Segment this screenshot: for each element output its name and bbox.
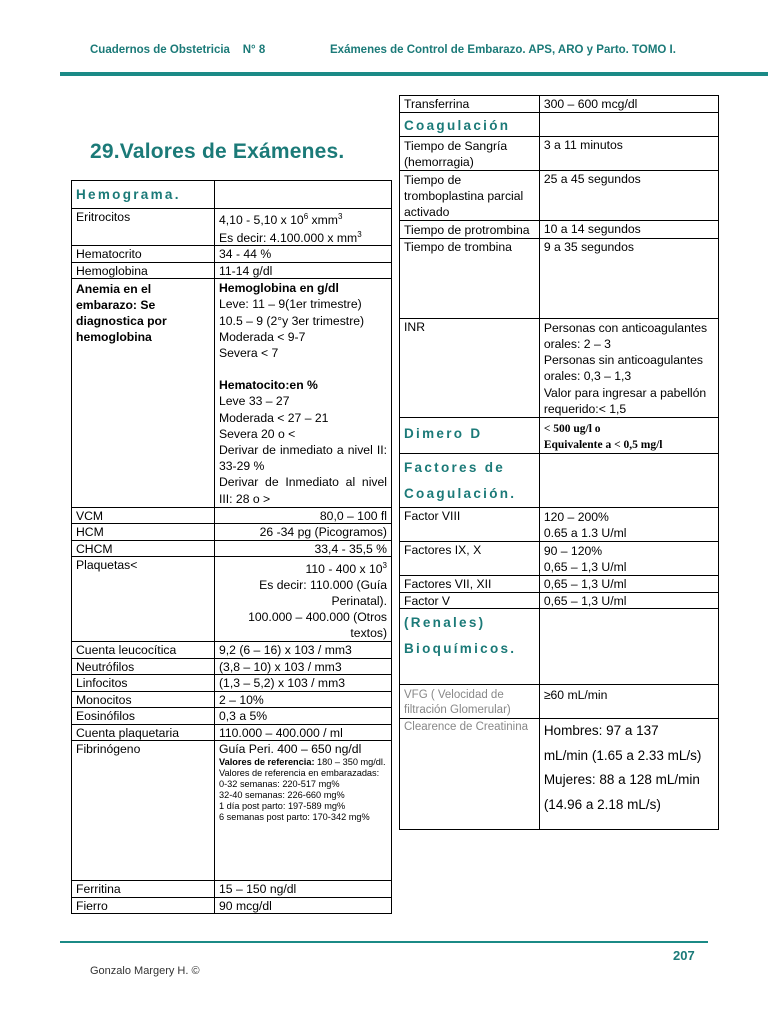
table-row — [72, 262, 392, 279]
row-label: Hemoglobina — [72, 262, 215, 279]
row-label: Factor VIII — [400, 508, 540, 542]
row-value: 110.000 – 400.000 / ml — [215, 724, 392, 741]
row-value: 90 – 120% 0,65 – 1,3 U/ml — [539, 542, 718, 576]
row-label: Linfocitos — [72, 675, 215, 692]
row-value: (1,3 – 5,2) x 103 / mm3 — [215, 675, 392, 692]
table-row — [72, 209, 392, 246]
row-value: 80,0 – 100 fl — [215, 507, 392, 524]
row-value: 110 - 400 x $10^3$ Es decir: 110.000 (Guía Perinatal). 100.000 – 400.000 (Otros textos) — [215, 557, 392, 642]
row-value: 3 a 11 minutos — [539, 136, 718, 170]
table-row — [400, 508, 719, 542]
row-label: Neutrófilos — [72, 658, 215, 675]
row-value: (3,8 – 10) x 103 / mm3 — [215, 658, 392, 675]
row-value: 2 – 10% — [215, 691, 392, 708]
row-label: Eritrocitos — [72, 209, 215, 246]
table-row — [72, 246, 392, 263]
table-row — [72, 642, 392, 659]
row-label: Hematocrito — [72, 246, 215, 263]
hemograma-table — [71, 180, 392, 914]
row-label: Anemia en el embarazo: Se diagnostica por hemoglobina — [72, 279, 215, 508]
row-label: Tiempo de tromboplastina parcial activado — [400, 170, 540, 220]
table-row — [400, 418, 719, 454]
row-value: Personas con anticoagulantes orales: 2 – 3 Personas sin anticoagulantes orales: 0,3 – 1,3 Valor para ingresar a pabellón requerido:< 1,5 — [539, 318, 718, 418]
row-label: Factor V — [400, 592, 540, 609]
header-left: Cuadernos de Obstetricia N° 8 — [90, 44, 266, 56]
row-label: Tiempo de Sangría (hemorragia) — [400, 136, 540, 170]
table-row — [72, 708, 392, 725]
table-row — [72, 691, 392, 708]
row-label: Factores VII, XII — [400, 576, 540, 593]
table-row — [400, 576, 719, 593]
table-row — [400, 592, 719, 609]
row-value: 26 -34 pg (Picogramos) — [215, 524, 392, 541]
row-value: 34 - 44 % — [215, 246, 392, 263]
row-label: Tiempo de trombina — [400, 238, 540, 318]
row-value: 9,2 (6 – 16) x 103 / mm3 — [215, 642, 392, 659]
row-value: ≥60 mL/min — [539, 685, 718, 719]
row-label: CHCM — [72, 540, 215, 557]
table-row — [72, 724, 392, 741]
row-value: 120 – 200% 0.65 a 1.3 U/ml — [539, 508, 718, 542]
row-value: 11-14 g/dl — [215, 262, 392, 279]
table-row — [400, 136, 719, 170]
table-row — [72, 897, 392, 914]
header-right: Exámenes de Control de Embarazo. APS, ARO y Parto. TOMO I. — [330, 44, 676, 56]
row-label: Monocitos — [72, 691, 215, 708]
row-label: Fierro — [72, 897, 215, 914]
header-rule — [60, 72, 768, 76]
page-title: 29.Valores de Exámenes. — [90, 140, 345, 163]
row-value: 300 – 600 mcg/dl — [539, 96, 718, 113]
row-label: VFG ( Velocidad de filtración Glomerular) — [400, 685, 540, 719]
row-value: 0,65 – 1,3 U/ml — [539, 592, 718, 609]
table-row — [72, 741, 392, 881]
table-row — [400, 542, 719, 576]
row-value: 4,10 - 5,10 x $10^6$ xmm$^3$ Es decir: 4.100.000 x $mm^3$ — [215, 209, 392, 246]
table-row — [72, 279, 392, 508]
row-value: Guía Peri. 400 – 650 ng/dl Valores de referencia: 180 – 350 mg/dl. Valores de referencia en embarazadas: 0-32 semanas: 220-517 mg% 32-40 semanas: 226-660 mg% 1 día post parto: 197-589 mg% 6 semanas post parto: 170-342 mg% — [215, 741, 392, 881]
page-number: 207 — [673, 948, 695, 963]
section-factores-coagulacion: Factores de Coagulación. — [400, 454, 540, 508]
row-label: Transferrina — [400, 96, 540, 113]
row-label: HCM — [72, 524, 215, 541]
table-row — [400, 609, 719, 685]
table-row — [400, 238, 719, 318]
table-row — [400, 96, 719, 113]
table-row — [400, 112, 719, 136]
row-value: 0,65 – 1,3 U/ml — [539, 576, 718, 593]
row-value: 0,3 a 5% — [215, 708, 392, 725]
row-value: 15 – 150 ng/dl — [215, 881, 392, 898]
footer-author: Gonzalo Margery H. © — [90, 965, 200, 977]
row-value: 90 mcg/dl — [215, 897, 392, 914]
table-row — [400, 170, 719, 220]
row-value: 9 a 35 segundos — [539, 238, 718, 318]
section-coagulacion: Coagulación — [400, 112, 540, 136]
row-label: Ferritina — [72, 881, 215, 898]
row-value: Hombres: 97 a 137 mL/min (1.65 a 2.33 mL/s) Mujeres: 88 a 128 mL/min (14.96 a 2.18 mL/s) — [539, 719, 718, 830]
table-row — [72, 507, 392, 524]
section-hemograma: Hemograma. — [72, 181, 215, 209]
row-value: 25 a 45 segundos — [539, 170, 718, 220]
row-label: Tiempo de protrombina — [400, 220, 540, 238]
section-renales-bioquimicos: (Renales) Bioquímicos. — [400, 609, 540, 685]
row-value: 33,4 - 35,5 % — [215, 540, 392, 557]
row-label: Cuenta leucocítica — [72, 642, 215, 659]
row-label: Plaquetas< — [72, 557, 215, 642]
table-row — [400, 719, 719, 830]
row-value: Hemoglobina en g/dl Leve: 11 – 9(1er trimestre) 10.5 – 9 (2°y 3er trimestre) Moderada < 9-7 Severa < 7 Hematocito:en % Leve 33 – 27 Moderada < 27 – 21 Severa 20 o < Derivar de inmediato a nivel II: 33-29 % Derivar de Inmediato al nivel III: 28 o > — [215, 279, 392, 508]
row-label: Eosinófilos — [72, 708, 215, 725]
table-row — [400, 454, 719, 508]
table-row — [400, 318, 719, 418]
coagulacion-table — [399, 95, 719, 830]
table-row — [400, 685, 719, 719]
row-label: VCM — [72, 507, 215, 524]
row-label: INR — [400, 318, 540, 418]
row-value: 10 a 14 segundos — [539, 220, 718, 238]
table-row — [72, 540, 392, 557]
row-label: Factores IX, X — [400, 542, 540, 576]
table-row — [72, 658, 392, 675]
row-value: < 500 ug/l o Equivalente a < 0,5 mg/l — [539, 418, 718, 454]
row-label: Clearence de Creatinina — [400, 719, 540, 830]
table-row — [72, 881, 392, 898]
row-label: Fibrinógeno — [72, 741, 215, 881]
row-label: Cuenta plaquetaria — [72, 724, 215, 741]
table-row — [72, 557, 392, 642]
footer-rule — [60, 941, 708, 943]
table-row — [400, 220, 719, 238]
table-row — [72, 181, 392, 209]
section-dimero-d: Dimero D — [400, 418, 540, 454]
table-row — [72, 524, 392, 541]
table-row — [72, 675, 392, 692]
